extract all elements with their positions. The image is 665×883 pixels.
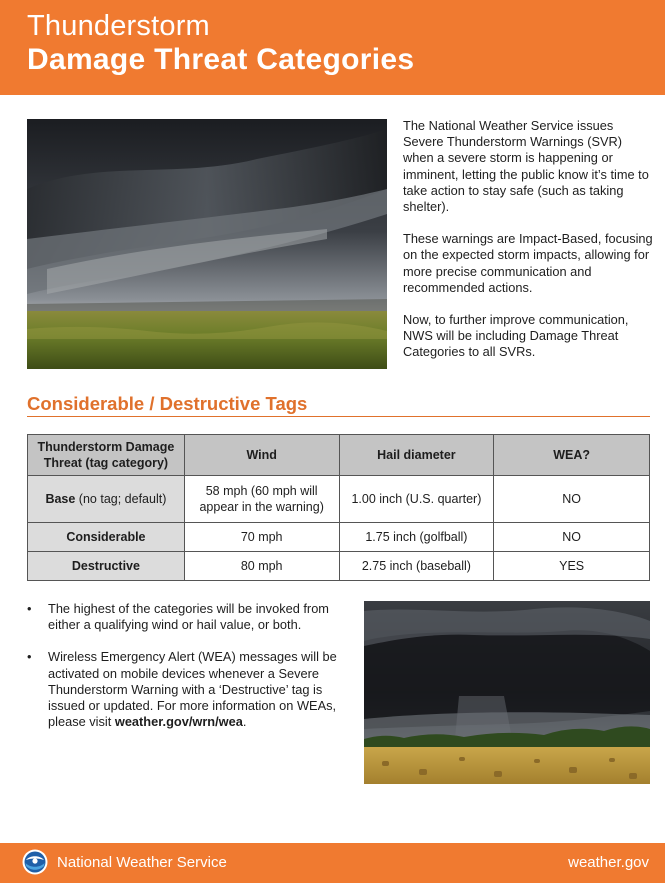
- hail-cell: 1.00 inch (U.S. quarter): [339, 476, 494, 523]
- damage-threat-table: [27, 434, 650, 581]
- list-item: [27, 601, 347, 633]
- noaa-logo-icon: [22, 849, 48, 875]
- footer-website-link[interactable]: weather.gov: [568, 854, 649, 871]
- wea-info-link[interactable]: weather.gov/wrn/wea: [114, 714, 243, 730]
- table-row: [28, 476, 650, 523]
- list-item: [27, 649, 347, 730]
- page-title-line1: Thunderstorm: [27, 10, 210, 42]
- hail-cell: 1.75 inch (golfball): [339, 523, 494, 552]
- shelf-cloud-over-field-photo: [27, 119, 387, 369]
- bullet-text: The highest of the categories will be invoked from either a qualifying wind or hail value, or both.: [48, 601, 329, 633]
- wea-cell: YES: [494, 552, 650, 581]
- section-title: Considerable / Destructive Tags: [27, 393, 308, 414]
- header-banner: [0, 0, 665, 95]
- wea-cell: NO: [494, 523, 650, 552]
- hail-cell: 2.75 inch (baseball): [339, 552, 494, 581]
- bullet-marker: •: [27, 649, 32, 665]
- wea-cell: NO: [494, 476, 650, 523]
- category-note: (no tag; default): [75, 492, 167, 506]
- table-row: [28, 552, 650, 581]
- intro-paragraph: The National Weather Service issues Severe Thunderstorm Warnings (SVR) when a severe storm is happening or imminent, letting the public know it’s time to take action to stay safe (such as taking shelter).: [403, 118, 649, 215]
- table-header-row: [28, 435, 650, 476]
- footer-org-name: National Weather Service: [57, 854, 227, 871]
- wind-cell: 58 mph (60 mph will appear in the warning): [184, 476, 339, 523]
- bullet-list: [27, 601, 347, 746]
- intro-text: [403, 118, 653, 377]
- section-divider: [27, 416, 650, 417]
- category-label: Base: [45, 492, 76, 506]
- table-row: [28, 523, 650, 552]
- wind-cell: 70 mph: [184, 523, 339, 552]
- intro-paragraph: Now, to further improve communication, NWS will be including Damage Threat Categories to all SVRs.: [403, 312, 629, 360]
- category-cell: [28, 476, 185, 523]
- category-label: Destructive: [71, 559, 140, 573]
- table-header-cell: WEA?: [494, 435, 650, 476]
- intro-paragraph: These warnings are Impact-Based, focusing on the expected storm impacts, allowing for more precise communication and recommended actions.: [403, 231, 653, 295]
- page-title-line2: Damage Threat Categories: [27, 43, 415, 76]
- wind-cell: 80 mph: [184, 552, 339, 581]
- category-cell: [28, 552, 185, 581]
- table-header-cell: Thunderstorm Damage Threat (tag category): [28, 435, 185, 476]
- category-label: Considerable: [66, 530, 146, 544]
- table-header-cell: Wind: [184, 435, 339, 476]
- bullet-marker: •: [27, 601, 32, 616]
- bullet-text: Wireless Emergency Alert (WEA) messages will be activated on mobile devices whenever a Severe Thunderstorm Warning with a ‘Destructive’ tag is issued or updated. For more information on WEAs, please visit: [48, 649, 337, 730]
- supercell-over-hay-field-photo: [364, 601, 650, 784]
- category-cell: [28, 523, 185, 552]
- table-header-cell: Hail diameter: [339, 435, 494, 476]
- bullet-text-end: .: [242, 714, 247, 730]
